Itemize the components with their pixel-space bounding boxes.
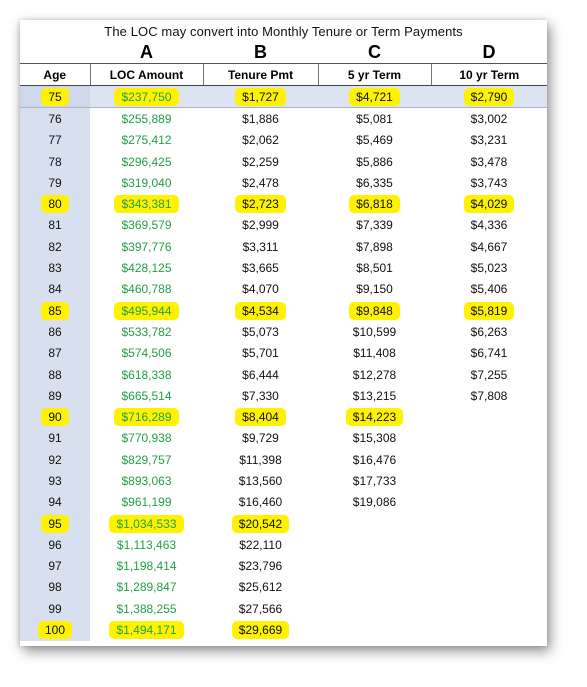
cell-value: $5,073 <box>242 324 279 339</box>
term-5yr-cell <box>318 236 431 257</box>
header-loc-amount: LOC Amount <box>90 64 203 86</box>
cell-value: 93 <box>48 473 62 488</box>
loc-amount-cell <box>90 428 203 449</box>
loc-amount-cell <box>90 300 203 321</box>
cell-value: $770,938 <box>121 431 172 446</box>
term-10yr-cell <box>431 300 547 321</box>
table-row <box>20 279 547 300</box>
loc-amount-cell <box>90 577 203 598</box>
loc-amount-cell <box>90 513 203 534</box>
cell-value: $19,086 <box>352 495 397 510</box>
table-row <box>20 492 547 513</box>
highlighted-value: 80 <box>41 195 68 213</box>
table-row <box>20 236 547 257</box>
cell-value: $6,741 <box>470 346 508 361</box>
age-cell <box>20 151 90 172</box>
column-letter-c: C <box>368 42 381 62</box>
term-10yr-cell <box>431 215 547 236</box>
term-5yr-cell <box>318 385 431 406</box>
loc-amount-cell <box>90 108 203 130</box>
table-title: The LOC may convert into Monthly Tenure or Term Payments <box>104 24 463 39</box>
tenure-pmt-cell <box>203 470 318 491</box>
cell-value: $2,999 <box>242 218 279 233</box>
column-letter-a: A <box>140 42 153 62</box>
highlighted-value: 95 <box>41 515 68 533</box>
cell-value: $1,388,255 <box>116 601 177 616</box>
cell-value: 82 <box>48 239 62 254</box>
loc-amount-cell <box>90 470 203 491</box>
tenure-pmt-cell <box>203 279 318 300</box>
cell-value: 78 <box>48 154 62 169</box>
age-cell <box>20 321 90 342</box>
tenure-pmt-cell <box>203 513 318 534</box>
cell-value: $2,478 <box>242 175 279 190</box>
cell-value: 96 <box>48 537 62 552</box>
cell-value: $15,308 <box>352 431 397 446</box>
cell-value: 81 <box>48 218 62 233</box>
tenure-pmt-cell <box>203 364 318 385</box>
tenure-pmt-cell <box>203 108 318 130</box>
loc-amount-cell <box>90 343 203 364</box>
cell-value: $7,339 <box>356 218 393 233</box>
term-5yr-cell <box>318 130 431 151</box>
term-5yr-cell <box>318 449 431 470</box>
term-10yr-cell <box>431 172 547 193</box>
tenure-pmt-cell <box>203 343 318 364</box>
highlighted-value: $4,721 <box>349 88 400 106</box>
cell-value: $665,514 <box>121 388 172 403</box>
cell-value: $16,460 <box>238 495 283 510</box>
cell-value: 94 <box>48 495 62 510</box>
tenure-pmt-cell <box>203 172 318 193</box>
term-10yr-cell <box>431 534 547 555</box>
term-10yr-cell <box>431 428 547 449</box>
highlighted-value: $8,404 <box>235 408 286 426</box>
tenure-pmt-cell <box>203 577 318 598</box>
loc-amount-cell <box>90 172 203 193</box>
cell-value: $5,081 <box>356 111 393 126</box>
column-letter-b: B <box>254 42 267 62</box>
highlighted-value: $495,944 <box>114 302 178 320</box>
header-tenure-pmt: Tenure Pmt <box>203 64 318 86</box>
age-cell <box>20 428 90 449</box>
cell-value: $618,338 <box>121 367 172 382</box>
term-10yr-cell <box>431 279 547 300</box>
cell-value: $10,599 <box>352 324 397 339</box>
term-5yr-cell <box>318 300 431 321</box>
term-10yr-cell <box>431 321 547 342</box>
header-row <box>20 64 547 86</box>
cell-value: 91 <box>48 431 62 446</box>
tenure-pmt-cell <box>203 151 318 172</box>
term-5yr-cell <box>318 598 431 619</box>
table-row <box>20 321 547 342</box>
term-5yr-cell <box>318 343 431 364</box>
cell-value: $27,566 <box>238 601 283 616</box>
table-row <box>20 257 547 278</box>
term-10yr-cell <box>431 619 547 640</box>
age-cell <box>20 257 90 278</box>
table-row <box>20 513 547 534</box>
cell-value: $829,757 <box>121 452 172 467</box>
age-cell <box>20 172 90 193</box>
column-letter-d: D <box>482 42 496 62</box>
term-10yr-cell <box>431 556 547 577</box>
table-row <box>20 406 547 427</box>
highlighted-value: 85 <box>41 302 68 320</box>
loc-amount-cell <box>90 619 203 640</box>
age-cell <box>20 385 90 406</box>
cell-value: 92 <box>48 452 62 467</box>
cell-value: $11,398 <box>239 452 282 467</box>
cell-value: $3,231 <box>470 133 508 148</box>
term-5yr-cell <box>318 193 431 214</box>
term-10yr-cell <box>431 513 547 534</box>
cell-value: $5,023 <box>470 261 508 276</box>
highlighted-value: 90 <box>41 408 68 426</box>
term-10yr-cell <box>431 86 547 108</box>
table-row <box>20 130 547 151</box>
term-10yr-cell <box>431 385 547 406</box>
cell-value: $12,278 <box>352 367 397 382</box>
tenure-pmt-cell <box>203 321 318 342</box>
term-10yr-cell <box>431 577 547 598</box>
age-cell <box>20 492 90 513</box>
cell-value: $17,733 <box>352 473 397 488</box>
cell-value: 79 <box>48 175 62 190</box>
age-cell <box>20 279 90 300</box>
cell-value: $8,501 <box>356 261 393 276</box>
term-10yr-cell <box>431 130 547 151</box>
cell-value: $428,125 <box>121 261 172 276</box>
tenure-pmt-cell <box>203 300 318 321</box>
loc-amount-cell <box>90 406 203 427</box>
tenure-pmt-cell <box>203 130 318 151</box>
highlighted-value: $716,289 <box>114 408 178 426</box>
term-5yr-cell <box>318 364 431 385</box>
tenure-pmt-cell <box>203 492 318 513</box>
term-10yr-cell <box>431 406 547 427</box>
loc-amount-cell <box>90 279 203 300</box>
loc-amount-cell <box>90 364 203 385</box>
cell-value: $6,444 <box>242 367 279 382</box>
table-row <box>20 151 547 172</box>
cell-value: $4,667 <box>470 239 508 254</box>
cell-value: $7,330 <box>242 388 279 403</box>
cell-value: $3,311 <box>242 239 279 254</box>
term-5yr-cell <box>318 108 431 130</box>
age-cell <box>20 449 90 470</box>
loc-amount-cell <box>90 215 203 236</box>
table-row <box>20 577 547 598</box>
tenure-pmt-cell <box>203 406 318 427</box>
cell-value: $6,335 <box>356 175 393 190</box>
cell-value: 84 <box>48 282 62 297</box>
tenure-pmt-cell <box>203 193 318 214</box>
table-row <box>20 86 547 108</box>
age-cell <box>20 406 90 427</box>
term-10yr-cell <box>431 449 547 470</box>
age-cell <box>20 556 90 577</box>
cell-value: $2,259 <box>242 154 279 169</box>
loc-amount-cell <box>90 321 203 342</box>
cell-value: $5,406 <box>470 282 508 297</box>
tenure-pmt-cell <box>203 215 318 236</box>
term-5yr-cell <box>318 470 431 491</box>
term-10yr-cell <box>431 151 547 172</box>
table-row <box>20 300 547 321</box>
term-5yr-cell <box>318 513 431 534</box>
table-row <box>20 385 547 406</box>
cell-value: 98 <box>48 580 62 595</box>
cell-value: $533,782 <box>121 324 172 339</box>
payment-table-sheet <box>20 20 547 646</box>
table-body <box>20 86 547 641</box>
cell-value: $9,729 <box>242 431 279 446</box>
highlighted-value: 75 <box>41 88 68 106</box>
cell-value: $6,263 <box>470 324 508 339</box>
cell-value: $3,002 <box>470 111 508 126</box>
age-cell <box>20 598 90 619</box>
tenure-pmt-cell <box>203 385 318 406</box>
cell-value: $13,215 <box>352 388 397 403</box>
cell-value: $255,889 <box>121 111 172 126</box>
age-cell <box>20 619 90 640</box>
highlighted-value: $343,381 <box>114 195 178 213</box>
cell-value: $275,412 <box>121 133 172 148</box>
highlighted-value: $29,669 <box>232 621 289 639</box>
term-5yr-cell <box>318 577 431 598</box>
term-5yr-cell <box>318 172 431 193</box>
table-row <box>20 193 547 214</box>
table-row <box>20 215 547 236</box>
term-10yr-cell <box>431 343 547 364</box>
table-row <box>20 364 547 385</box>
loc-amount-cell <box>90 86 203 108</box>
loc-payment-table <box>20 63 547 641</box>
highlighted-value: $6,818 <box>349 195 400 213</box>
loc-amount-cell <box>90 257 203 278</box>
highlighted-value: $1,727 <box>235 88 286 106</box>
term-10yr-cell <box>431 257 547 278</box>
age-cell <box>20 300 90 321</box>
cell-value: $574,506 <box>121 346 172 361</box>
cell-value: $1,886 <box>242 111 279 126</box>
cell-value: $9,150 <box>356 282 393 297</box>
cell-value: $11,408 <box>353 346 396 361</box>
cell-value: $23,796 <box>238 559 283 574</box>
header-age: Age <box>20 64 90 86</box>
cell-value: $7,255 <box>470 367 508 382</box>
loc-amount-cell <box>90 492 203 513</box>
cell-value: $961,199 <box>121 495 172 510</box>
cell-value: 97 <box>48 559 62 574</box>
cell-value: 89 <box>48 388 62 403</box>
cell-value: $7,808 <box>470 388 508 403</box>
term-5yr-cell <box>318 619 431 640</box>
term-5yr-cell <box>318 151 431 172</box>
age-cell <box>20 343 90 364</box>
header-5yr-term: 5 yr Term <box>318 64 431 86</box>
cell-value: $3,478 <box>470 154 508 169</box>
term-5yr-cell <box>318 321 431 342</box>
loc-amount-cell <box>90 236 203 257</box>
cell-value: $319,040 <box>121 175 172 190</box>
highlighted-value: $20,542 <box>232 515 289 533</box>
term-10yr-cell <box>431 108 547 130</box>
age-cell <box>20 534 90 555</box>
loc-amount-cell <box>90 385 203 406</box>
highlighted-value: $2,723 <box>235 195 286 213</box>
table-row <box>20 343 547 364</box>
table-row <box>20 428 547 449</box>
term-5yr-cell <box>318 556 431 577</box>
cell-value: 76 <box>48 111 62 126</box>
age-cell <box>20 470 90 491</box>
age-cell <box>20 193 90 214</box>
cell-value: $893,063 <box>121 473 172 488</box>
tenure-pmt-cell <box>203 428 318 449</box>
highlighted-value: $5,819 <box>464 302 515 320</box>
cell-value: $1,198,414 <box>116 559 177 574</box>
cell-value: $1,289,847 <box>116 580 177 595</box>
table-row <box>20 619 547 640</box>
age-cell <box>20 364 90 385</box>
cell-value: $5,701 <box>242 346 279 361</box>
age-cell <box>20 86 90 108</box>
loc-amount-cell <box>90 130 203 151</box>
highlighted-value: $1,494,171 <box>109 621 183 639</box>
age-cell <box>20 513 90 534</box>
loc-amount-cell <box>90 193 203 214</box>
highlighted-value: $4,029 <box>464 195 515 213</box>
cell-value: $16,476 <box>352 452 397 467</box>
cell-value: $7,898 <box>356 239 393 254</box>
age-cell <box>20 236 90 257</box>
cell-value: 88 <box>48 367 62 382</box>
highlighted-value: $9,848 <box>349 302 400 320</box>
term-10yr-cell <box>431 193 547 214</box>
term-10yr-cell <box>431 364 547 385</box>
term-5yr-cell <box>318 492 431 513</box>
cell-value: $25,612 <box>238 580 283 595</box>
term-10yr-cell <box>431 492 547 513</box>
term-10yr-cell <box>431 236 547 257</box>
tenure-pmt-cell <box>203 236 318 257</box>
table-row <box>20 534 547 555</box>
table-row <box>20 108 547 130</box>
cell-value: $13,560 <box>238 473 283 488</box>
tenure-pmt-cell <box>203 257 318 278</box>
tenure-pmt-cell <box>203 598 318 619</box>
cell-value: 87 <box>48 346 62 361</box>
tenure-pmt-cell <box>203 556 318 577</box>
term-5yr-cell <box>318 406 431 427</box>
cell-value: $5,886 <box>356 154 393 169</box>
cell-value: $2,062 <box>242 133 279 148</box>
highlighted-value: $4,534 <box>235 302 286 320</box>
cell-value: $369,579 <box>121 218 172 233</box>
tenure-pmt-cell <box>203 86 318 108</box>
term-5yr-cell <box>318 86 431 108</box>
age-cell <box>20 215 90 236</box>
tenure-pmt-cell <box>203 449 318 470</box>
cell-value: $5,469 <box>356 133 393 148</box>
tenure-pmt-cell <box>203 619 318 640</box>
highlighted-value: 100 <box>38 621 72 639</box>
term-10yr-cell <box>431 598 547 619</box>
age-cell <box>20 577 90 598</box>
term-5yr-cell <box>318 279 431 300</box>
cell-value: $3,665 <box>242 261 279 276</box>
highlighted-value: $14,223 <box>346 408 403 426</box>
header-10yr-term: 10 yr Term <box>431 64 547 86</box>
term-5yr-cell <box>318 534 431 555</box>
term-5yr-cell <box>318 215 431 236</box>
highlighted-value: $237,750 <box>114 88 178 106</box>
age-cell <box>20 130 90 151</box>
term-10yr-cell <box>431 470 547 491</box>
loc-amount-cell <box>90 151 203 172</box>
highlighted-value: $1,034,533 <box>109 515 183 533</box>
cell-value: 83 <box>48 261 62 276</box>
loc-amount-cell <box>90 449 203 470</box>
cell-value: $460,788 <box>121 282 172 297</box>
cell-value: $296,425 <box>121 154 172 169</box>
cell-value: $4,070 <box>242 282 279 297</box>
table-row <box>20 449 547 470</box>
term-5yr-cell <box>318 428 431 449</box>
age-cell <box>20 108 90 130</box>
term-5yr-cell <box>318 257 431 278</box>
column-letter-row <box>20 42 547 62</box>
table-row <box>20 556 547 577</box>
cell-value: 86 <box>48 324 62 339</box>
cell-value: $4,336 <box>470 218 508 233</box>
cell-value: $22,110 <box>239 537 282 552</box>
loc-amount-cell <box>90 534 203 555</box>
table-row <box>20 172 547 193</box>
tenure-pmt-cell <box>203 534 318 555</box>
table-row <box>20 470 547 491</box>
highlighted-value: $2,790 <box>464 88 515 106</box>
table-row <box>20 598 547 619</box>
cell-value: 99 <box>48 601 62 616</box>
cell-value: $1,113,463 <box>116 537 177 552</box>
loc-amount-cell <box>90 598 203 619</box>
loc-amount-cell <box>90 556 203 577</box>
cell-value: 77 <box>48 133 62 148</box>
cell-value: $397,776 <box>121 239 172 254</box>
cell-value: $3,743 <box>470 175 508 190</box>
